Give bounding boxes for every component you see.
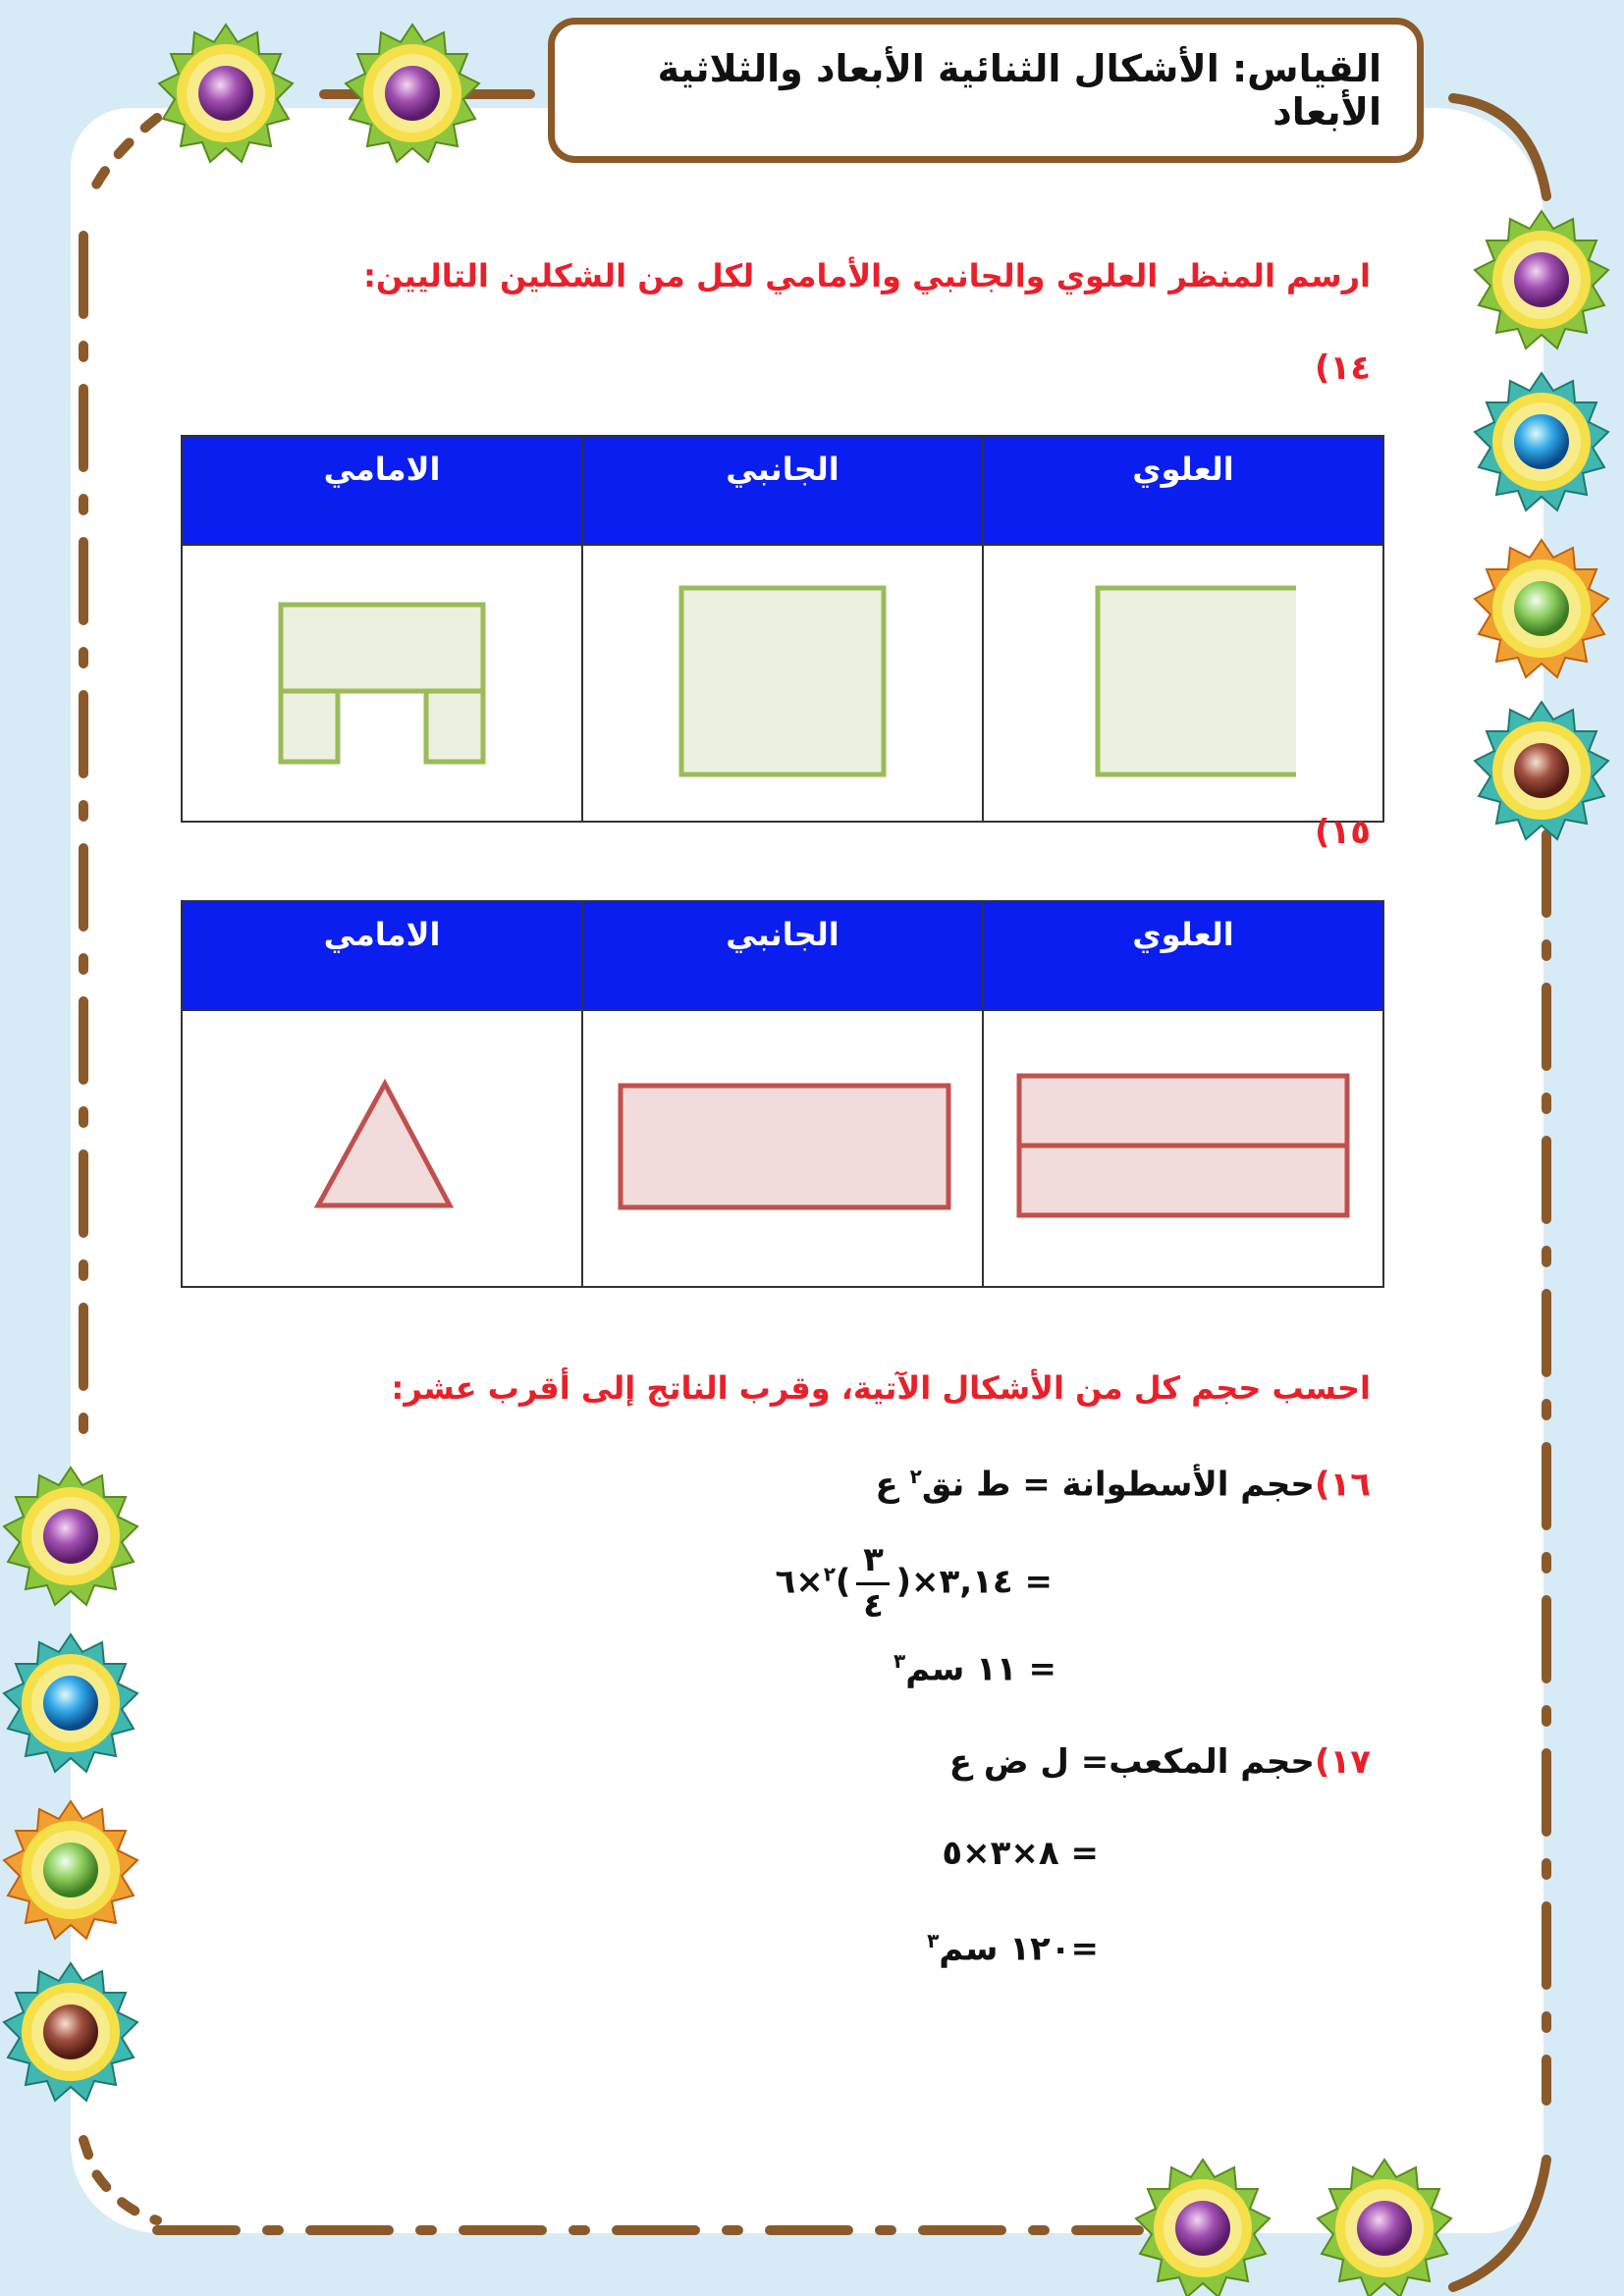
q16-result-exponent: ٣ [893,1649,906,1673]
flower-ornament-11 [1136,2160,1270,2296]
q16-fraction [856,1540,890,1626]
q16-step-exponent: ٢ [823,1562,836,1586]
q15-views-table [181,900,1384,1288]
q17-result: =١٢٠ سم [939,1929,1099,1969]
flower-ornament-12 [1318,2160,1451,2296]
q16-formula-end: ع [875,1465,910,1505]
page-title: القياس: الأشكال الثنائية الأبعاد والثلاثية الأبعاد [657,47,1381,133]
q15-front-view-cell [182,1010,582,1287]
question-16-number: ١٦) [1314,1465,1371,1505]
q14-header-side: الجانبي [582,436,983,545]
q15-side-view-cell [582,1010,983,1287]
q16-result: = ١١ سم [905,1649,1056,1689]
flower-ornament-10 [4,1963,137,2101]
flower-ornament-2 [346,25,479,162]
flower-ornament-3 [1475,211,1608,348]
q16-formula: حجم الأسطوانة = ط نق [921,1465,1315,1505]
q14-side-view-square [670,578,895,784]
flower-ornament-9 [4,1801,137,1939]
flower-ornament-5 [1475,540,1608,677]
q16-formula-line [876,1465,1371,1504]
question-15-number: ١٥) [1314,813,1371,852]
flower-ornament-6 [1475,702,1608,839]
flower-ornament-1 [159,25,293,162]
title-box [548,18,1424,163]
q14-header-front: الامامي [182,436,582,545]
q15-header-side: الجانبي [582,901,983,1010]
q16-step-tail: ×٦ [775,1562,824,1602]
q14-front-view-table-shape [269,593,495,770]
question-14-number: ١٤) [1314,348,1371,388]
flower-ornament-4 [1475,373,1608,510]
q16-step-close: ) [835,1562,851,1602]
q16-result-line [893,1649,1056,1688]
q15-header-top: العلوي [983,901,1383,1010]
q16-step-line [775,1540,1053,1626]
q16-formula-exponent: ٢ [909,1465,922,1488]
flower-ornament-8 [4,1634,137,1772]
q17-formula: حجم المكعب= ل ض ع [948,1742,1315,1782]
q17-step-line [942,1834,1099,1873]
q14-header-top: العلوي [983,436,1383,545]
q15-front-view-triangle [308,1078,456,1215]
q17-result-exponent: ٣ [927,1929,940,1952]
q14-front-view-cell [182,545,582,822]
q16-fraction-numerator: ٣ [863,1540,884,1579]
q14-top-view-square [1070,578,1296,784]
q16-fraction-denominator: ٤ [863,1585,884,1626]
q17-result-line [927,1929,1099,1968]
flower-ornament-7 [4,1468,137,1605]
q15-top-view-rectangle [1011,1068,1355,1225]
question-17-number: ١٧) [1314,1742,1371,1782]
q17-formula-line [949,1742,1371,1782]
q16-step-start: = ٣,١٤×( [895,1562,1053,1602]
q15-side-view-rectangle [611,1078,954,1215]
q15-top-view-cell [983,1010,1383,1287]
q17-step: = ٨×٣×٥ [942,1834,1099,1873]
q14-side-view-cell [582,545,983,822]
q15-header-front: الامامي [182,901,582,1010]
q14-top-view-cell [983,545,1383,822]
instruction-views: ارسم المنظر العلوي والجانبي والأمامي لكل من الشكلين التاليين: [363,257,1371,294]
instruction-volume: احسب حجم كل من الأشكال الآتية، وقرب الناتج إلى أقرب عشر: [391,1369,1371,1407]
fraction-bar [856,1582,890,1585]
q14-views-table [181,435,1384,823]
